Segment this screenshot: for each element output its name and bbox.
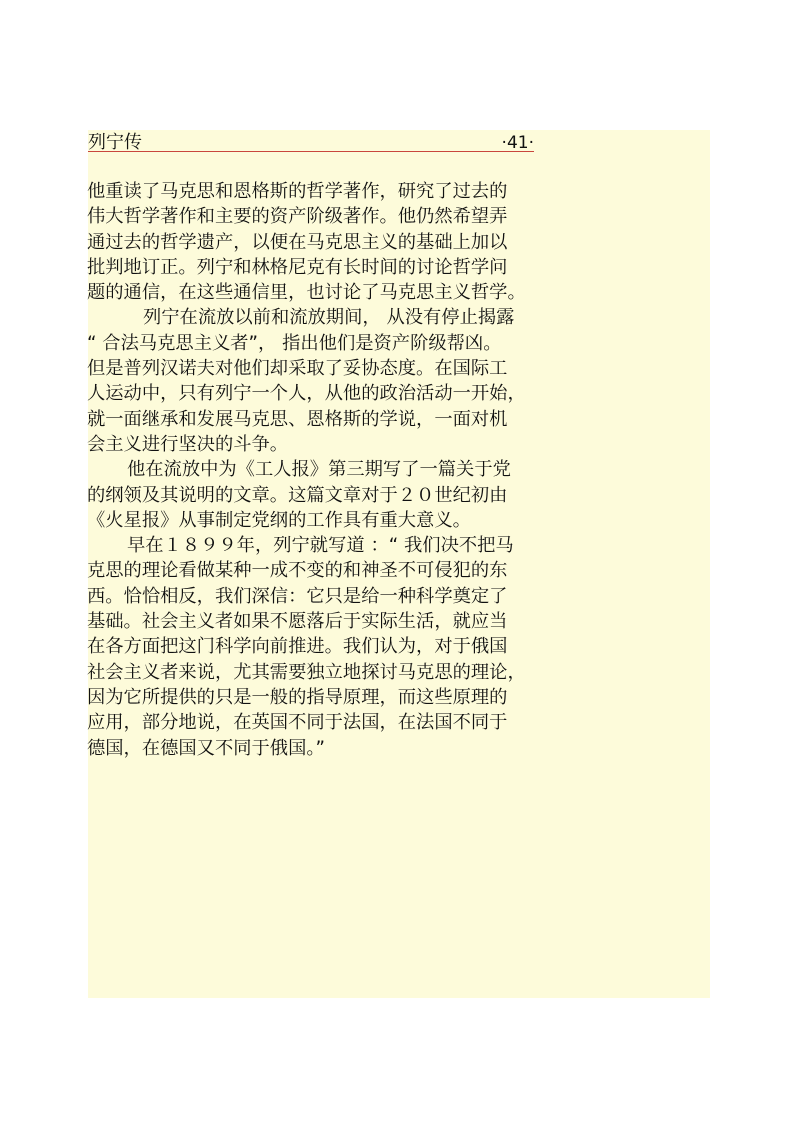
text-line: 会主义进行坚决的斗争。	[87, 433, 289, 455]
text-line: 列宁在流放以前和流放期间， 从没有停止揭露	[143, 307, 515, 329]
text-line: 的纲领及其说明的文章。这篇文章对于２０世纪初由	[87, 484, 508, 506]
text-line: 他在流放中为《工人报》第三期写了一篇关于党	[127, 459, 511, 481]
text-line: 伟大哲学著作和主要的资产阶级著作。他仍然希望弄	[87, 206, 508, 228]
paragraph-3	[87, 457, 537, 533]
text-line: 西。恰恰相反，我们深信：它只是给一种科学奠定了	[87, 585, 508, 607]
text-line: 就一面继承和发展马克思、恩格斯的学说，一面对机	[87, 408, 508, 430]
text-line: 克思的理论看做某种一成不变的和神圣不可侵犯的东	[87, 560, 508, 582]
paragraph-1	[87, 179, 537, 305]
text-line: 德国，在德国又不同于俄国。”	[87, 737, 325, 759]
header-rule	[88, 151, 534, 152]
text-line: 社会主义者来说，尤其需要独立地探讨马克思的理论，	[87, 661, 526, 683]
text-line: 《火星报》从事制定党纲的工作具有重大意义。	[87, 509, 471, 531]
text-line: 基础。社会主义者如果不愿落后于实际生活，就应当	[87, 611, 508, 633]
text-line: 通过去的哲学遗产，以便在马克思主义的基础上加以	[87, 231, 508, 253]
text-line: 题的通信，在这些通信里，也讨论了马克思主义哲学。	[87, 282, 526, 304]
text-line: 应用，部分地说，在英国不同于法国，在法国不同于	[87, 712, 508, 734]
text-line: 批判地订正。列宁和林格尼克有长时间的讨论哲学问	[87, 256, 508, 278]
body-text	[87, 179, 537, 761]
paragraph-4	[87, 533, 537, 761]
text-line: 但是普列汉诺夫对他们却采取了妥协态度。在国际工	[87, 358, 508, 380]
paragraph-2	[87, 305, 537, 457]
text-line: 他重读了马克思和恩格斯的哲学著作，研究了过去的	[87, 181, 508, 202]
text-line: 早在１８９９年，列宁就写道 ：“ 我们决不把马	[127, 535, 514, 557]
text-line: 人运动中，只有列宁一个人，从他的政治活动一开始，	[87, 383, 526, 405]
text-line: “ 合法马克思主义者”， 指出他们是资产阶级帮凶。	[87, 332, 502, 354]
text-line: 因为它所提供的只是一般的指导原理，而这些原理的	[87, 686, 508, 708]
text-line: 在各方面把这门科学向前推进。我们认为，对于俄国	[87, 636, 508, 658]
book-title: 列宁传	[88, 132, 142, 153]
page-number: ·41·	[501, 133, 534, 153]
